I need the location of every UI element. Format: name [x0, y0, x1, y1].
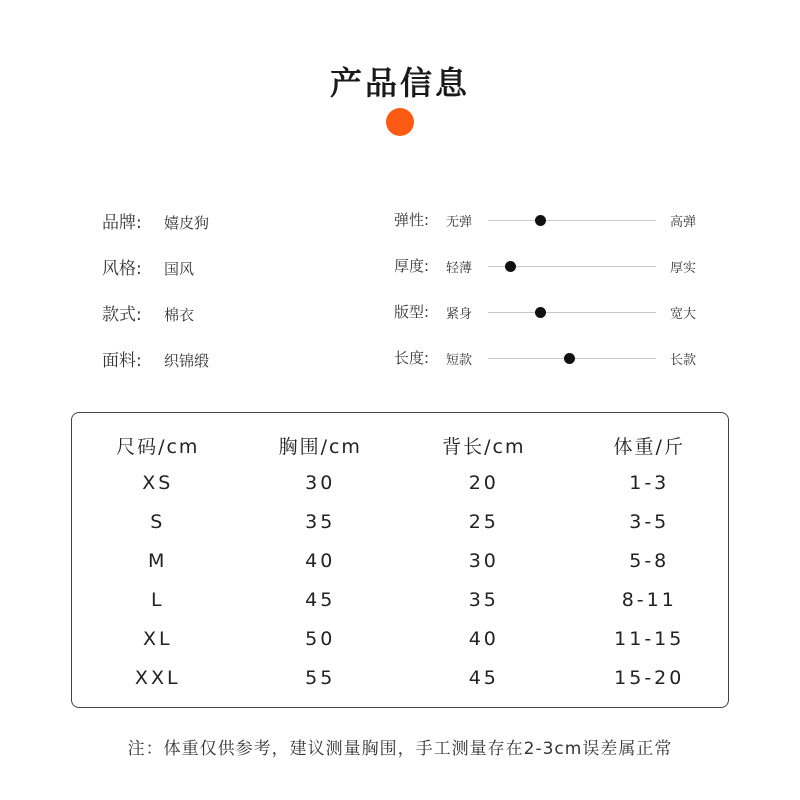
attribute-label: 厚度: [394, 257, 430, 275]
back-length-column-header: 背长/cm [442, 435, 526, 458]
info-value: 织锦缎 [164, 352, 210, 370]
attribute-label: 版型: [394, 303, 430, 321]
info-value: 国风 [164, 260, 195, 278]
table-cell: L [150, 588, 165, 611]
table-cell: 40 [468, 627, 499, 650]
attribute-max-label: 高弹 [670, 215, 697, 230]
attribute-slider-track [488, 312, 656, 313]
table-row [72, 580, 728, 619]
attribute-min-label: 轻薄 [446, 261, 473, 276]
table-row [72, 619, 728, 658]
table-cell: XL [142, 627, 173, 650]
table-row [72, 658, 728, 697]
chest-column-header: 胸围/cm [278, 435, 362, 458]
table-cell: 25 [468, 510, 499, 533]
size-table-header-row [72, 427, 728, 463]
info-row-brand [102, 208, 209, 254]
table-cell: 15-20 [614, 666, 685, 689]
table-row [72, 463, 728, 502]
table-cell: 30 [468, 549, 499, 572]
info-value: 嬉皮狗 [164, 214, 210, 232]
table-cell: 35 [305, 510, 336, 533]
table-cell: S [150, 510, 166, 533]
table-cell: 5-8 [629, 549, 670, 572]
table-cell: 50 [305, 627, 336, 650]
table-cell: XXL [134, 666, 181, 689]
attribute-slider-knob [564, 353, 575, 364]
attribute-slider-knob [535, 307, 546, 318]
attribute-min-label: 无弹 [446, 215, 473, 230]
table-cell: 45 [468, 666, 499, 689]
attribute-max-label: 宽大 [670, 307, 697, 322]
footer-note: 注：体重仅供参考，建议测量胸围，手工测量存在2-3cm误差属正常 [127, 739, 673, 759]
table-row [72, 502, 728, 541]
table-row [72, 541, 728, 580]
table-cell: 55 [305, 666, 336, 689]
attribute-min-label: 短款 [446, 353, 473, 368]
attribute-slider-knob [535, 215, 546, 226]
table-cell: 35 [468, 588, 499, 611]
table-cell: 45 [305, 588, 336, 611]
attribute-slider-track [488, 358, 656, 359]
attribute-slider-track [488, 220, 656, 221]
weight-column-header: 体重/斤 [613, 435, 685, 458]
table-cell: M [148, 549, 168, 572]
table-cell: 3-5 [629, 510, 670, 533]
table-cell: 1-3 [629, 471, 670, 494]
attribute-min-label: 紧身 [446, 307, 473, 322]
info-key: 品牌: [102, 213, 142, 233]
table-cell: 8-11 [621, 588, 677, 611]
info-key: 风格: [102, 259, 142, 279]
info-row-type [102, 300, 209, 346]
attribute-slider-track [488, 266, 656, 267]
info-value: 棉衣 [164, 306, 195, 324]
attribute-label: 弹性: [394, 211, 430, 229]
info-key: 面料: [102, 351, 142, 371]
info-row-fabric [102, 346, 209, 392]
table-cell: 40 [305, 549, 336, 572]
attribute-max-label: 长款 [670, 353, 697, 368]
info-row-style [102, 254, 209, 300]
attribute-slider-knob [505, 261, 516, 272]
table-cell: 30 [305, 471, 336, 494]
attribute-label: 长度: [394, 349, 430, 367]
product-info-list [102, 208, 209, 392]
table-cell: 20 [468, 471, 499, 494]
size-column-header: 尺码/cm [116, 435, 200, 458]
accent-dot [386, 108, 414, 136]
attribute-max-label: 厚实 [670, 261, 697, 276]
page-title: 产品信息 [329, 64, 470, 102]
size-chart [71, 412, 729, 708]
size-table [72, 427, 728, 697]
table-cell: 11-15 [614, 627, 685, 650]
info-key: 款式: [102, 305, 142, 325]
table-cell: XS [142, 471, 174, 494]
